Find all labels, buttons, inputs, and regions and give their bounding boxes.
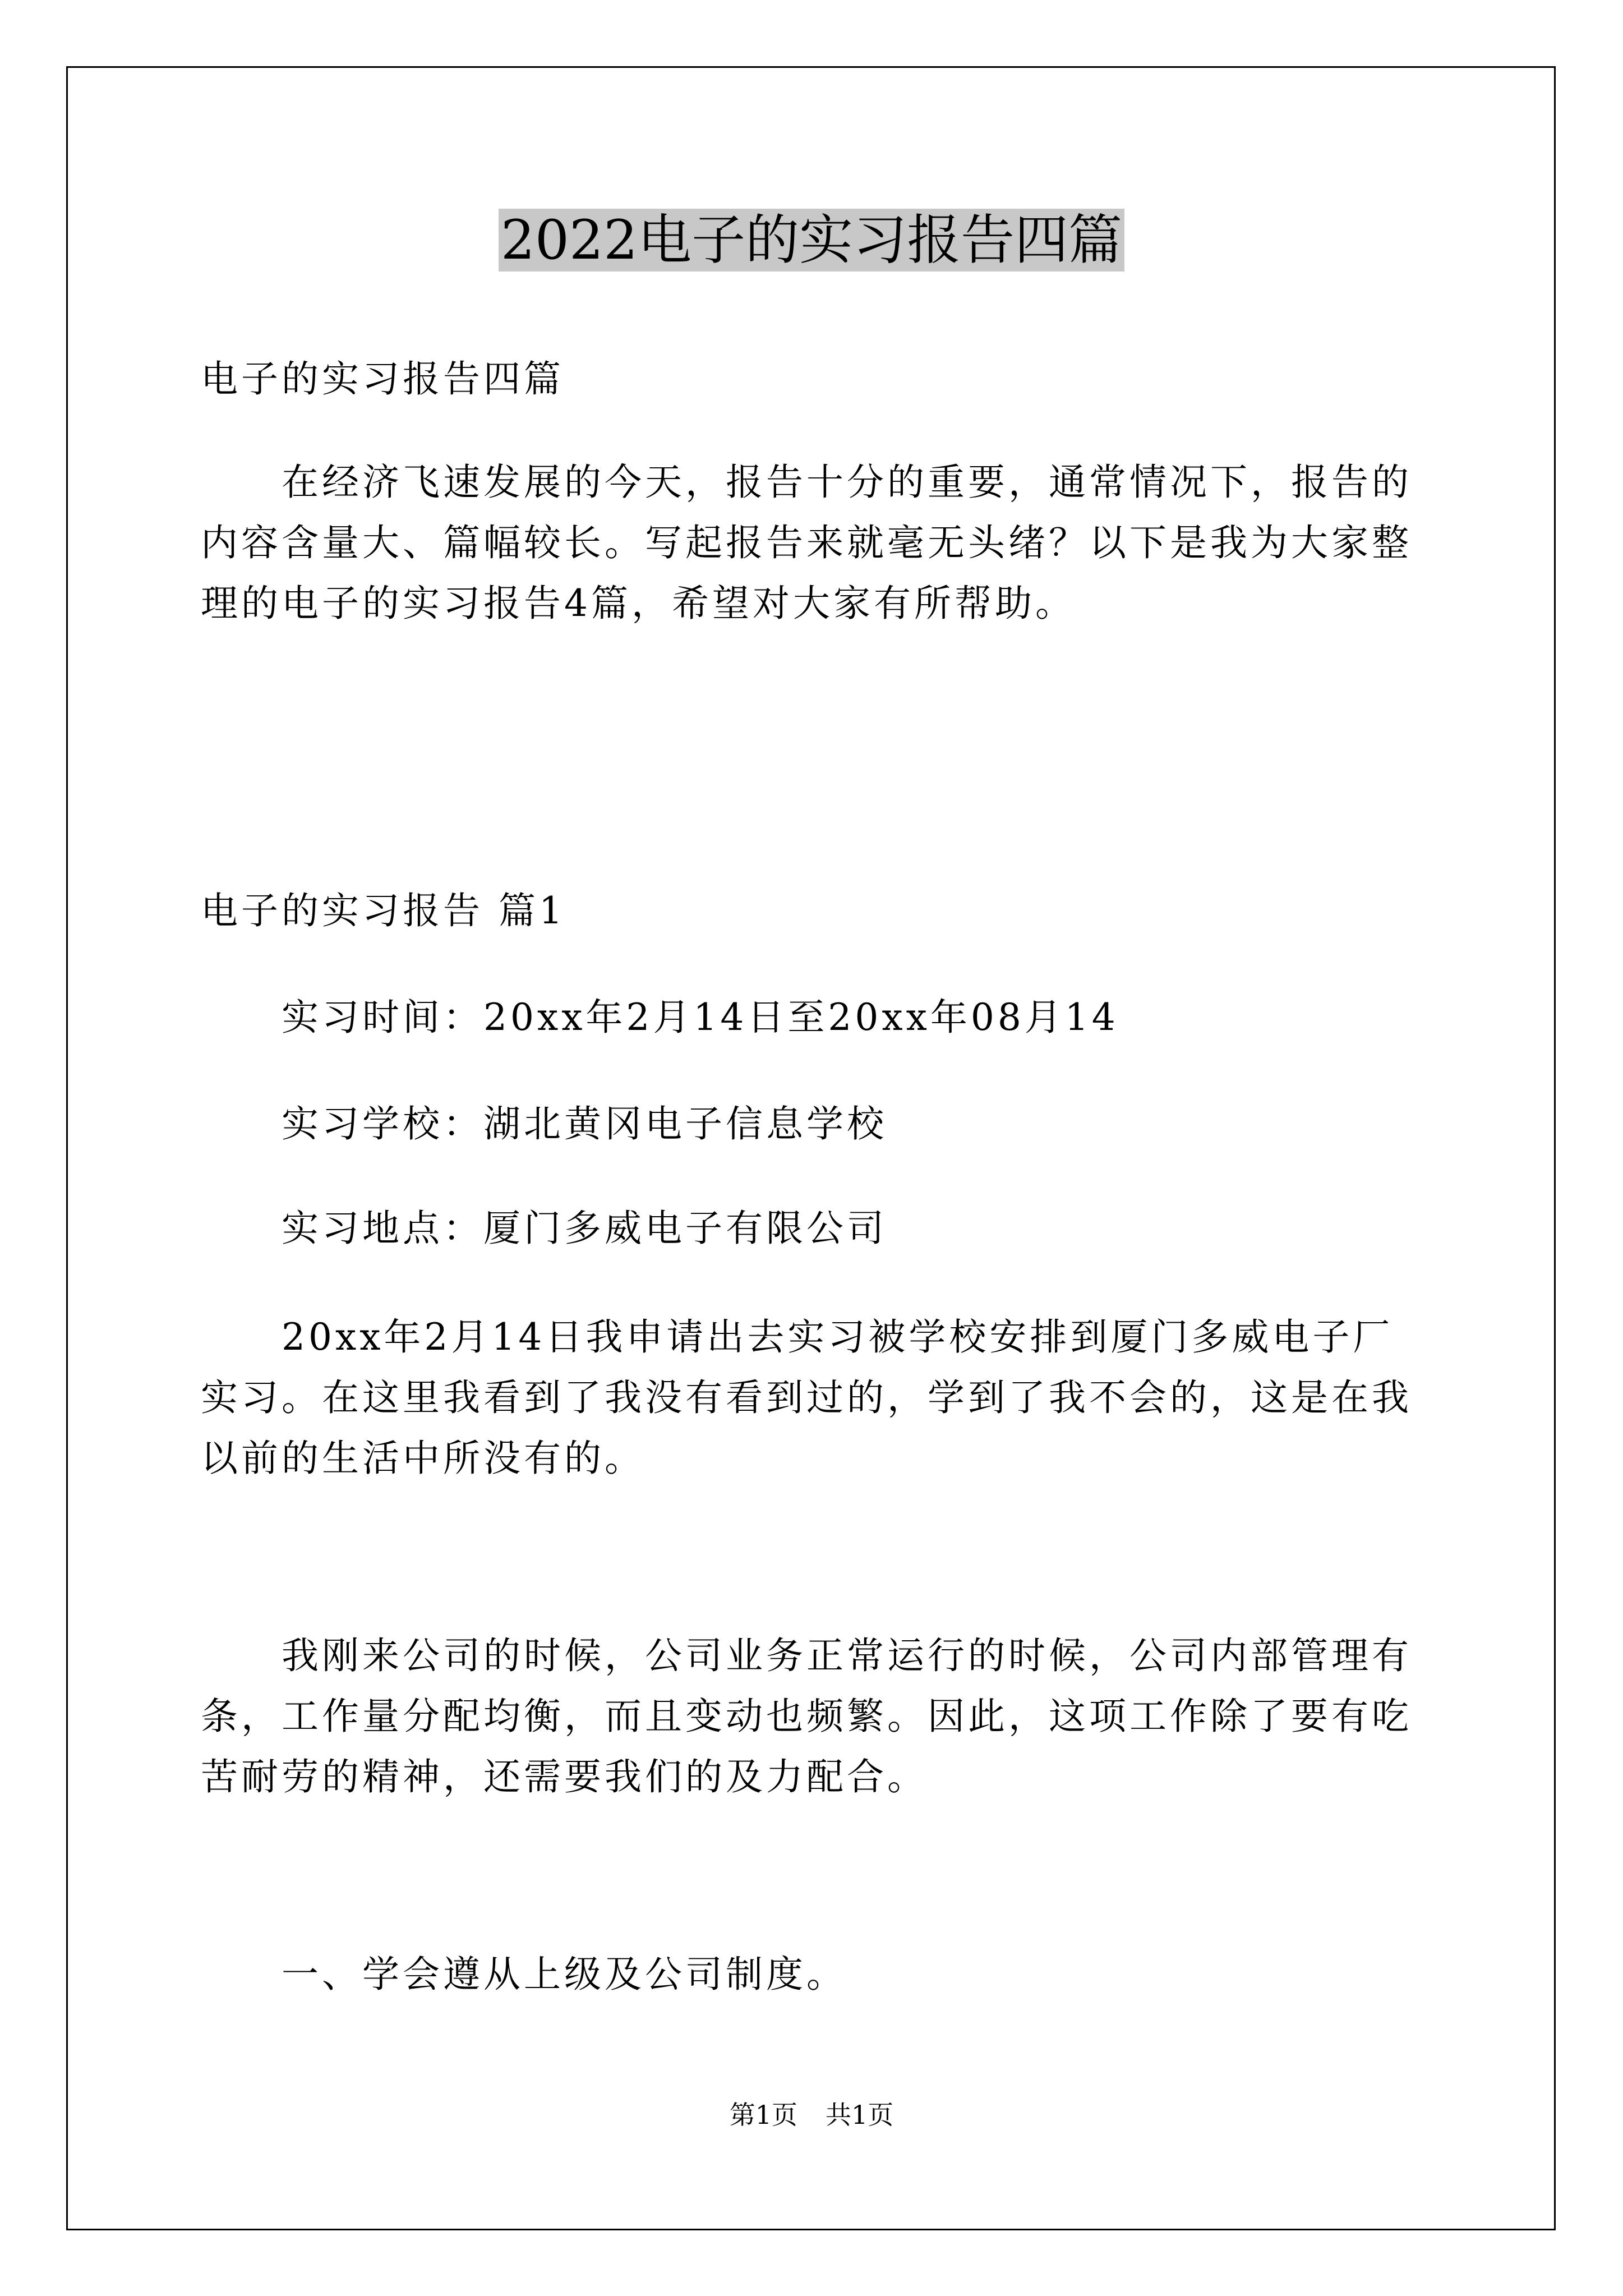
internship-time: 实习时间：20xx年2月14日至20xx年08月14 [282, 996, 1119, 1039]
intro-line: 内容含量大、篇幅较长。写起报告来就毫无头绪？以下是我为大家整 [201, 521, 1412, 564]
point-1: 一、学会遵从上级及公司制度。 [282, 1953, 847, 1996]
document-subtitle: 电子的实习报告四篇 [201, 357, 564, 401]
paragraph-1 [201, 1307, 1432, 1489]
page-number: 第1页 [729, 2100, 797, 2130]
paragraph-line: 我刚来公司的时候，公司业务正常运行的时候，公司内部管理有 [282, 1634, 1412, 1677]
section-heading: 电子的实习报告 篇1 [201, 889, 566, 932]
intro-line: 在经济飞速发展的今天，报告十分的重要，通常情况下，报告的 [282, 461, 1412, 504]
intro-line: 理的电子的实习报告4篇，希望对大家有所帮助。 [201, 582, 1076, 625]
paragraph-line: 条，工作量分配均衡，而且变动也频繁。因此，这项工作除了要有吃 [201, 1695, 1412, 1738]
document-title [0, 201, 1623, 279]
page-footer [0, 2098, 1623, 2132]
paragraph-line: 实习。在这里我看到了我没有看到过的，学到了我不会的，这是在我 [201, 1376, 1412, 1419]
paragraph-2 [201, 1626, 1432, 1807]
paragraph-line: 以前的生活中所没有的。 [201, 1437, 645, 1480]
document-title-text: 2022电子的实习报告四篇 [499, 209, 1124, 272]
internship-place: 实习地点：厦门多威电子有限公司 [282, 1207, 887, 1250]
paragraph-line: 苦耐劳的精神，还需要我们的及力配合。 [201, 1755, 928, 1798]
page-total: 共1页 [826, 2100, 894, 2130]
internship-school: 实习学校：湖北黄冈电子信息学校 [282, 1102, 887, 1145]
intro-paragraph [201, 452, 1432, 634]
paragraph-line: 20xx年2月14日我申请出去实习被学校安排到厦门多威电子厂 [282, 1315, 1394, 1359]
